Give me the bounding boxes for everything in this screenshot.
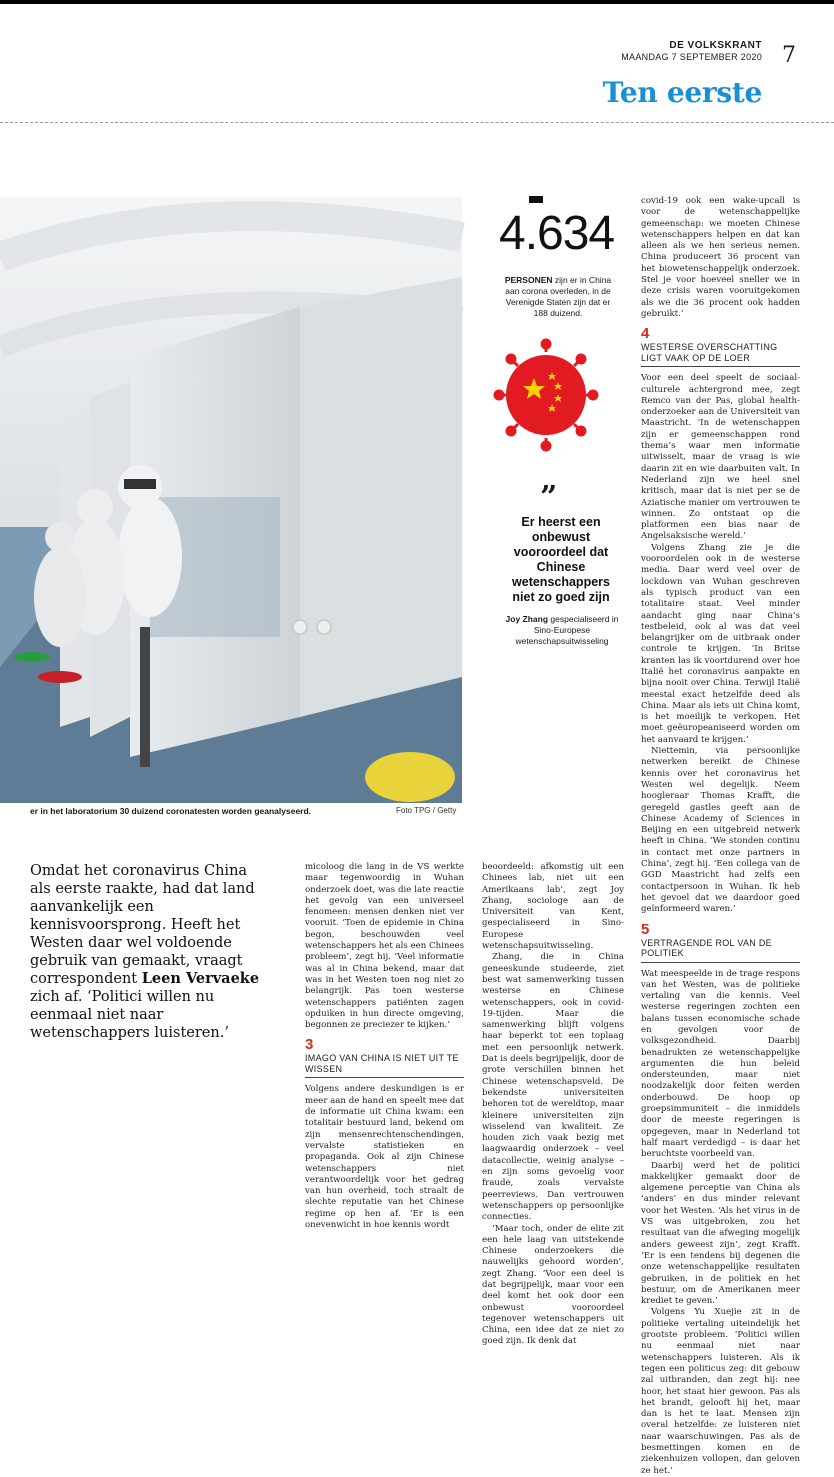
subhead-4-title: WESTERSE OVERSCHATTING LIGT VAAK OP DE LOER bbox=[641, 342, 800, 367]
section-title: Ten eerste bbox=[602, 76, 762, 109]
intro-text: Omdat het coronavirus China als eerste raakte, had dat land aanvankelijk een kennisvoorsprong. Heeft het Westen daar wel voldoende gebruik van gemaakt, vraagt correspondent bbox=[30, 863, 255, 987]
right-lead-paragraph: covid-19 ook een wake-upcall is voor de wetenschappelijke gemeenschap: we moeten Chinese wetenschappers helpen en dat kan alleen als we hen serieus nemen. China produceert 36 procent van het biowetenschappelijk onderzoek. Stel je voor hoeveel sneller we in deze crisis waren vooruitgekomen als we die 36 procent ook hadden gebruikt.’ bbox=[641, 196, 800, 319]
page-number: 7 bbox=[782, 43, 796, 68]
paragraph: micoloog die lang in de VS werkte maar tegenwoordig in Wuhan onderzoek doet, was die late reactie het gevolg van een universeel fenomeen: mensen denken niet ver vooruit. ‘Toen de epidemie in China begon, beschouwden veel wetenschappers het als een Chinees probleem’, zegt hij. ‘Veel informatie was al in China bekend, maar dat was in het Westen toen nog niet zo belangrijk. Pas toen westerse wetenschappers patiënten zagen opduiken in hun directe omgeving, begonnen ze preciezer te kijken.’ bbox=[305, 862, 464, 1031]
photo-credit: Foto TPG / Getty bbox=[396, 806, 457, 815]
intro-after: zich af. ‘Politici willen nu eenmaal niet naar wetenschappers luisteren.’ bbox=[30, 989, 229, 1041]
china-virus-icon bbox=[496, 340, 596, 450]
paragraph: Volgens Zhang zie je die vooroordelen ook in de westerse media. Daar werd veel over de lockdown van Wuhan geschreven als typisch product van een totalitaire staat. Veel minder aandacht ging naar China’s testbeleid, ook al was dat veel belangrijker om de uitbraak onder controle te krijgen. ‘In Britse kranten las ik voortdurend over hoe Italië het coronavirus aanpakte en bijna nooit over China. Terwijl Italië meestal exact hetzelfde deed als China. Maar als iets uit China komt, is het moeilijk te verkopen. Het moet geëuropeaniseerd worden om het aanvaard te krijgen.’ bbox=[641, 542, 800, 745]
quote-source bbox=[498, 614, 626, 647]
subhead-5 bbox=[641, 922, 800, 963]
paragraph: Zhang, die in China geneeskunde studeerde, ziet best wat samenwerking tussen westerse en Chinese wetenschappers, ook in covid-19-tijden. Maar die samenwerking blijft volgens haar beperkt tot een toplaag met een persoonlijk netwerk. Dat is deels begrijpelijk, door de grote verschillen binnen het Chinese wetenschapsveld. De bekendste universiteiten behoren tot de wereldtop, maar kleinere universiteiten zijn wisselend van kwaliteit. Ze houden zich vaak bezig met laagwaardig onderzoek – veel datacollectie, weinig analyse – en zijn soms gevoelig voor fraude, zoals vervalste peerreviews. Dan vertrouwen wetenschappers op persoonlijke connecties. bbox=[482, 952, 624, 1223]
subhead-3-number: 3 bbox=[305, 1036, 314, 1054]
subhead-3 bbox=[305, 1037, 464, 1078]
subhead-5-number: 5 bbox=[641, 920, 650, 938]
paragraph: Volgens Yu Xuejie zit in de politieke vertaling uiteindelijk het grootste probleem. ‘Politici willen nu eenmaal niet naar wetenschappers luisteren. Als ik tegen een politicus zeg: dit gebouw zal uitbranden, dan zegt hij: nee hoor, het staat hier gewoon. Pas als het brandt, gelooft hij het, maar dan is het te laat. Mensen zijn overal hetzelfde: ze luisteren niet naar waarschuwingen. Pas als de besmettingen komen en de ziekenhuizen vollopen, dan geloven ze het.’ bbox=[641, 1307, 800, 1476]
stat-label-bold: PERSONEN bbox=[504, 275, 553, 285]
top-rule bbox=[0, 0, 834, 4]
stat-description bbox=[498, 275, 618, 319]
quote-mark: ” bbox=[540, 480, 558, 515]
publication-date: MAANDAG 7 SEPTEMBER 2020 bbox=[621, 52, 762, 62]
stat-label-rest: zijn er in China aan corona overleden, in de Verenigde Staten zijn dat er 188 duizend. bbox=[505, 275, 612, 318]
paragraph: Niettemin, via persoonlijke netwerken bereikt de Chinese kennis over het coronavirus het Westen wel degelijk. Neem hoogleraar Thomas Krafft, die geregeld gastles geeft aan de Chinese Academy of Sciences in Beijing en een uitgebreid netwerk heeft in China. ‘We stonden continu in contact met onze partners in China’, zegt hij. ‘Een collega van de GGD Maastricht had zelfs een contactpersoon in Wuhan. Ik heb het gevoel dat we daardoor goed geïnformeerd waren.’ bbox=[641, 746, 800, 915]
newspaper-name: DE VOLKSKRANT bbox=[669, 40, 762, 51]
quote-source-desc: gespecialiseerd in Sino-Europese wetenschapsuitwisseling bbox=[515, 614, 619, 646]
paragraph: Voor een deel speelt de sociaal-culturele achtergrond mee, zegt Remco van der Pas, global health-onderzoeker aan de Universiteit van Maastricht. ‘In de wetenschappen zijn er gemeenschappen rond thema’s waar men informatie uitwisselt, maar de vraag is wie daarin zit en wie daarbuiten valt. In Nederland zijn we heel snel kritisch, maar dat is niet per se de Aziatische manier om vertrouwen te winnen. Zo ontstaat op die platformen een bias naar de Angelsaksische wereld.’ bbox=[641, 373, 800, 542]
paragraph: Wat meespeelde in de trage respons van het Westen, was de politieke vertaling van die kennis. Veel westerse regeringen zochten een balans tussen economische schade en gevolgen voor de volksgezondheid. Daarbij benadrukten ze wetenschappelijke argumenten die hun beleid ondersteunden, maar niet noodzakelijk door feiten werden onderbouwd. De hoop op groepsimmuniteit – die inmiddels door de meeste regeringen is opgegeven, maar in Nederland tot half maart verdedigd – is daar het beruchtste voorbeeld van. bbox=[641, 968, 800, 1160]
stat-bar bbox=[529, 196, 543, 203]
header-separator bbox=[0, 122, 834, 123]
subhead-4 bbox=[641, 326, 800, 367]
right-column bbox=[641, 196, 800, 1477]
body-column-2 bbox=[482, 862, 624, 1348]
masthead bbox=[621, 40, 762, 62]
lab-photo-illustration bbox=[0, 197, 462, 803]
subhead-5-title: VERTRAGENDE ROL VAN DE POLITIEK bbox=[641, 938, 800, 963]
author-name: Leen Vervaeke bbox=[141, 970, 260, 987]
paragraph: Daarbij werd het de politici makkelijker gemaakt door de algemene perceptie van China als ‘anders’ en dus minder relevant voor het Westen. ‘Als het virus in de VS was uitgebroken, zou het resultaat van die afweging mogelijk anders geweest zijn’, zegt Krafft. ‘Er is een tendens bij degenen die onze wetenschappelijke resultaten gebruiken, in de politiek en het bestuur, om de Amerikanen meer krediet te geven.’ bbox=[641, 1160, 800, 1307]
paragraph: beoordeeld: afkomstig uit een Chinees lab, niet uit een Amerikaans lab’, zegt Joy Zhang, sociologe aan de Universiteit van Kent, gespecialiseerd in Sino-Europese wetenschapsuitwisseling. bbox=[482, 862, 624, 952]
lab-photo bbox=[0, 197, 462, 803]
body-column-1 bbox=[305, 862, 464, 1231]
article-intro bbox=[30, 862, 266, 1042]
pull-quote: Er heerst een onbewust vooroordeel dat Chinese wetenschappers niet zo goed zijn bbox=[512, 515, 610, 604]
stat-number: 4.634 bbox=[499, 207, 615, 260]
paragraph: Volgens andere deskundigen is er meer aan de hand en speelt mee dat de informatie uit China kwam: een totalitair bestuurd land, bekend om zijn mensenrechtenschendingen, vervalste statistieken en propaganda. Ook al zijn Chinese wetenschappers niet verantwoordelijk voor het gedrag van hun overheid, toch straalt de slechte reputatie van het Chinese regime op hen af. ‘Er is een onevenwicht in hoe kennis wordt bbox=[305, 1084, 464, 1231]
photo-caption: er in het laboratorium 30 duizend coronatesten worden geanalyseerd. bbox=[30, 806, 312, 816]
quote-source-name: Joy Zhang bbox=[505, 614, 549, 624]
subhead-4-number: 4 bbox=[641, 325, 650, 343]
subhead-3-title: IMAGO VAN CHINA IS NIET UIT TE WISSEN bbox=[305, 1053, 464, 1078]
paragraph: ‘Maar toch, onder de elite zit een hele laag van uitstekende Chinese onderzoekers die nauwelijks gehoord worden’, zegt Zhang. ‘Voor een deel is dat begrijpelijk, maar voor een deel komt het ook door een onbewust vooroordeel tegenover wetenschappers uit China, een idee dat ze niet zo goed zijn. Ik denk dat bbox=[482, 1223, 624, 1347]
